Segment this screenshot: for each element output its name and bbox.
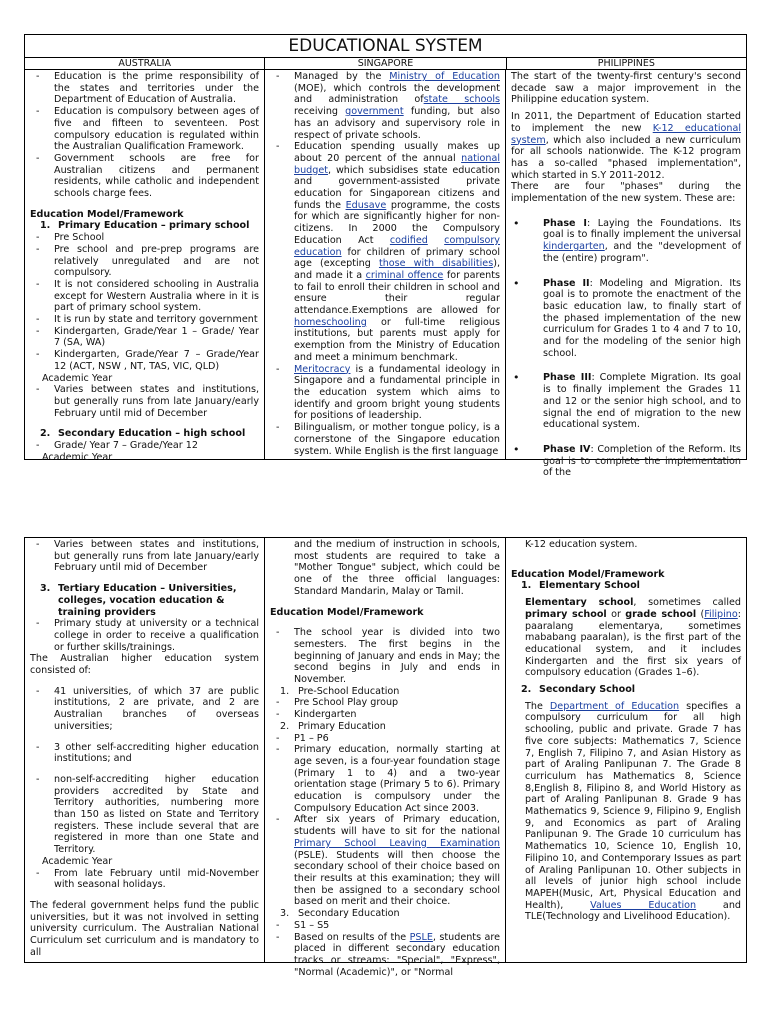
list-item: - Pre School bbox=[30, 232, 259, 244]
page-title: EDUCATIONAL SYSTEM bbox=[25, 35, 746, 58]
list-item: - Primary education, normally starting at age seven, is a four-year foundation stage (Primary 1 to 4) and a two-year orientation stage (Primary 5 to 6). Primary education is compulsory under the Compulsory Education Act since 2003. bbox=[270, 744, 500, 814]
numbered-heading: 2. Secondary School bbox=[521, 684, 636, 696]
list-item: - 41 universities, of which 37 are public institutions, 2 are private, and 2 are Australian branches of overseas universities; bbox=[30, 686, 259, 733]
link-edusave[interactable]: Edusave bbox=[345, 199, 387, 211]
list-item: - P1 – P6 bbox=[270, 733, 500, 745]
list-item: - It is run by state and territory government bbox=[30, 314, 259, 326]
link-psle[interactable]: PSLE bbox=[409, 931, 433, 943]
link-values-education[interactable]: Values Education bbox=[590, 899, 697, 911]
column-headers bbox=[25, 58, 746, 70]
link-state-schools[interactable]: state schools bbox=[423, 94, 500, 106]
list-item: - Pre School Play group bbox=[270, 697, 500, 709]
paragraph: The start of the twenty-first century's second decade saw a major improvement in the Philippine education system. bbox=[511, 71, 741, 106]
link-disabilities[interactable]: those with disabilities bbox=[378, 258, 494, 270]
numbered-heading: 1. Primary Education – primary school bbox=[40, 220, 250, 232]
link-k12-educational-system[interactable]: K-12 educational system bbox=[511, 122, 741, 146]
link-compulsory-education[interactable]: compulsory education bbox=[294, 234, 500, 258]
numbered-item: 2. Primary Education bbox=[280, 720, 386, 732]
numbered-heading: 3. Tertiary Education – Universities, colleges, vocation education & training providers bbox=[40, 583, 237, 618]
numbered-item: 1. Pre-School Education bbox=[280, 685, 400, 697]
list-item: - Grade/ Year 7 – Grade/Year 12 bbox=[30, 440, 259, 452]
link-psle-exam[interactable]: Primary School Leaving Examination bbox=[294, 837, 500, 849]
section-heading: Education Model/Framework bbox=[30, 208, 184, 220]
phase-item: • Phase I: Laying the Foundations. Its goal is to finally implement the universal kindergarten, and the "development of the (entire) program". bbox=[511, 218, 741, 265]
list-item: - It is not considered schooling in Australia except for Western Australia where in it is part of primary school system. bbox=[30, 279, 259, 314]
list-item: - Kindergarten, Grade/Year 1 – Grade/ Year 7 (SA, WA) bbox=[30, 326, 259, 349]
singapore-column-2 bbox=[265, 538, 506, 978]
list-item: - Bilingualism, or mother tongue policy, is a cornerstone of the Singapore education system. While English is the first language bbox=[270, 422, 500, 457]
list-item: - Managed by the Ministry of Education (MOE), which controls the development and administration ofstate schools receiving government funding, but also has an advisory and supervisory role in respect of private schools. bbox=[270, 71, 500, 141]
link-filipino[interactable]: Filipino bbox=[704, 608, 738, 620]
link-kindergarten[interactable]: kindergarten bbox=[543, 241, 605, 253]
phase-item: • Phase III: Complete Migration. Its goal is to finally implement the Grades 11 and 12 or the senior high school, and to signal the end of migration to the new educational system. bbox=[511, 372, 741, 431]
header-australia: AUSTRALIA bbox=[25, 58, 265, 69]
list-item: - Kindergarten, Grade/Year 7 – Grade/Year 12 (ACT, NSW , NT, TAS, VIC, QLD) bbox=[30, 349, 259, 372]
link-ministry-of-education[interactable]: Ministry of Education bbox=[389, 71, 500, 82]
link-national-budget[interactable]: national budget bbox=[294, 152, 500, 176]
numbered-heading: 1. Elementary School bbox=[521, 580, 640, 592]
paragraph: Elementary school, sometimes called primary school or grade school (Filipino: paaralang elementarya, sometimes mababang paaralan), is the first part of the educational system, and it includes Kindergarten and the first six years of compulsory education (Grades 1–6). bbox=[525, 597, 741, 679]
list-item: - Education is the prime responsibility of the states and territories under the Department of Education of Australia. bbox=[30, 71, 259, 106]
header-singapore: SINGAPORE bbox=[265, 58, 506, 69]
link-criminal-offence[interactable]: criminal offence bbox=[365, 269, 444, 281]
section-heading: Education Model/Framework bbox=[270, 606, 424, 618]
list-item: - From late February until mid-November with seasonal holidays. bbox=[30, 868, 259, 891]
list-item: - Primary study at university or a technical college in order to receive a qualification or further skills/trainings. bbox=[30, 618, 259, 653]
paragraph: The Australian higher education system consisted of: bbox=[30, 653, 259, 677]
link-meritocracy[interactable]: Meritocracy bbox=[294, 363, 351, 375]
list-item: - Based on results of the PSLE, students are placed in different secondary education tracks or streams: "Special", "Express", "Normal (Academic)", or "Normal bbox=[270, 932, 500, 979]
link-homeschooling[interactable]: homeschooling bbox=[294, 316, 367, 328]
section-heading: Education Model/Framework bbox=[511, 568, 665, 580]
paragraph: The Department of Education specifies a compulsory curriculum for all high schooling, public and private. Grade 7 has five core subjects: Mathematics 7, Science 7, English 7, Filipino 7, and Asian History as part of Araling Panlipunan 7. The Grade 8 curriculum has Mathematics 8, Science 8,English 8, Filipino 8, and World History as part of Araling Panlipunan 8. Grade 9 has Mathematics 9, Science 9, Filipino 9, English 9, and Economics as part of Araling Panlipunan 9. The Grade 10 curriculum has Mathematics 10, Science 10, English 10, Filipino 10, and Contemporary Issues as part of Araling Panlipunan 10. Other subjects in all levels of junior high school include MAPEH(Music, Art, Physical Education and Health), Values Education and TLE(Technology and Livelihood Education). bbox=[525, 700, 741, 923]
paragraph: and the medium of instruction in schools, most students are required to take a "Mother Tongue" subject, which could be one of the three official languages: Standard Mandarin, Malay or Tamil. bbox=[294, 539, 500, 597]
phase-item: • Phase II: Modeling and Migration. Its goal is to promote the enactment of the basic education law, to finally start of the phased implementation of the new curriculum for Grades 1 to 4 and 7 to 10, and for the modeling of the senior high school. bbox=[511, 278, 741, 360]
list-item: - S1 – S5 bbox=[270, 920, 500, 932]
philippines-column-2 bbox=[506, 538, 746, 962]
list-item: - Varies between states and institutions, but generally runs from late January/early February until mid of December bbox=[30, 384, 259, 419]
header-philippines: PHILIPPINES bbox=[597, 58, 655, 69]
paragraph: There are four "phases" during the implementation of the new system. These are: bbox=[511, 181, 741, 205]
numbered-item: 3. Secondary Education bbox=[280, 908, 400, 920]
numbered-heading: 2. Secondary Education – high school bbox=[40, 428, 246, 440]
document-page-2 bbox=[24, 537, 747, 978]
link-government[interactable]: government bbox=[345, 106, 404, 118]
label-academic-year: Academic Year bbox=[42, 855, 113, 867]
list-item: - Education spending usually makes up about 20 percent of the annual national budget, which subsidises state education and government-assisted private education for Singaporean citizens and funds the Edusave programme, the costs for which are significantly higher for non-citizens. In 2000 the Compulsory Education Act codified compulsory education for children of primary school age (excepting those with disabilities), and made it a criminal offence for parents to fail to enroll their children in school and ensure their regular attendance.Exemptions are allowed for homeschooling or full-time religious institutions, but parents must apply for exemption from the Ministry of Education and meet a minimum benchmark. bbox=[270, 141, 500, 363]
list-item: - Kindergarten bbox=[270, 709, 500, 721]
list-item: - Meritocracy is a fundamental ideology in Singapore and a fundamental principle in the education system which aims to identify and groom bright young students for positions of leadership. bbox=[270, 364, 500, 423]
list-item: - The school year is divided into two semesters. The first begins in the beginning of January and ends in May; the second begins in July and ends in November. bbox=[270, 627, 500, 686]
paragraph: The federal government helps fund the public universities, but it was not involved in setting university curriculum. The Australian National Curriculum set curriculum and is mandatory to all bbox=[30, 899, 259, 958]
australia-column-1 bbox=[25, 70, 265, 463]
list-item: - non-self-accrediting higher education providers accredited by State and Territory authorities, numbering more than 150 as listed on State and Territory registers. These include several that are registered in more than one State and Territory. bbox=[30, 774, 259, 856]
label-academic-year: Academic Year bbox=[42, 372, 113, 384]
list-item: - Government schools are free for Australian citizens and permanent residents, while catholic and independent schools charge fees. bbox=[30, 153, 259, 200]
australia-column-2 bbox=[25, 538, 265, 962]
philippines-column-1 bbox=[506, 70, 746, 479]
list-item: - Education is compulsory between ages of five and fifteen to seventeen. Post compulsory education is regulated within the Australian Qualification Framework. bbox=[30, 106, 259, 153]
list-item: - After six years of Primary education, students will have to sit for the national Primary School Leaving Examination (PSLE). Students will then choose the secondary school of their choice based on their results at this examination; they will then be assigned to a secondary school based on merit and their choice. bbox=[270, 814, 500, 908]
label-academic-year: Academic Year bbox=[42, 451, 113, 463]
list-item: - Pre school and pre-prep programs are relatively unregulated and are not compulsory. bbox=[30, 244, 259, 279]
singapore-column-1 bbox=[265, 70, 506, 459]
list-item: - Varies between states and institutions, but generally runs from late January/early February until mid of December bbox=[30, 539, 259, 574]
link-department-of-education[interactable]: Department of Education bbox=[549, 700, 680, 712]
paragraph: K-12 education system. bbox=[525, 539, 638, 550]
paragraph: In 2011, the Department of Education started to implement the new K-12 educational system, which also included a new curriculum for all schools nationwide. The K-12 program has a so-called "phased implementation", which started in S.Y 2011-2012. bbox=[511, 111, 741, 181]
document-page-1 bbox=[24, 34, 747, 479]
list-item: - 3 other self-accrediting higher education institutions; and bbox=[30, 742, 259, 765]
phase-item: • Phase IV: Completion of the Reform. Its goal is to complete the implementation of the bbox=[511, 444, 741, 479]
link-codified[interactable]: codified bbox=[389, 234, 428, 246]
